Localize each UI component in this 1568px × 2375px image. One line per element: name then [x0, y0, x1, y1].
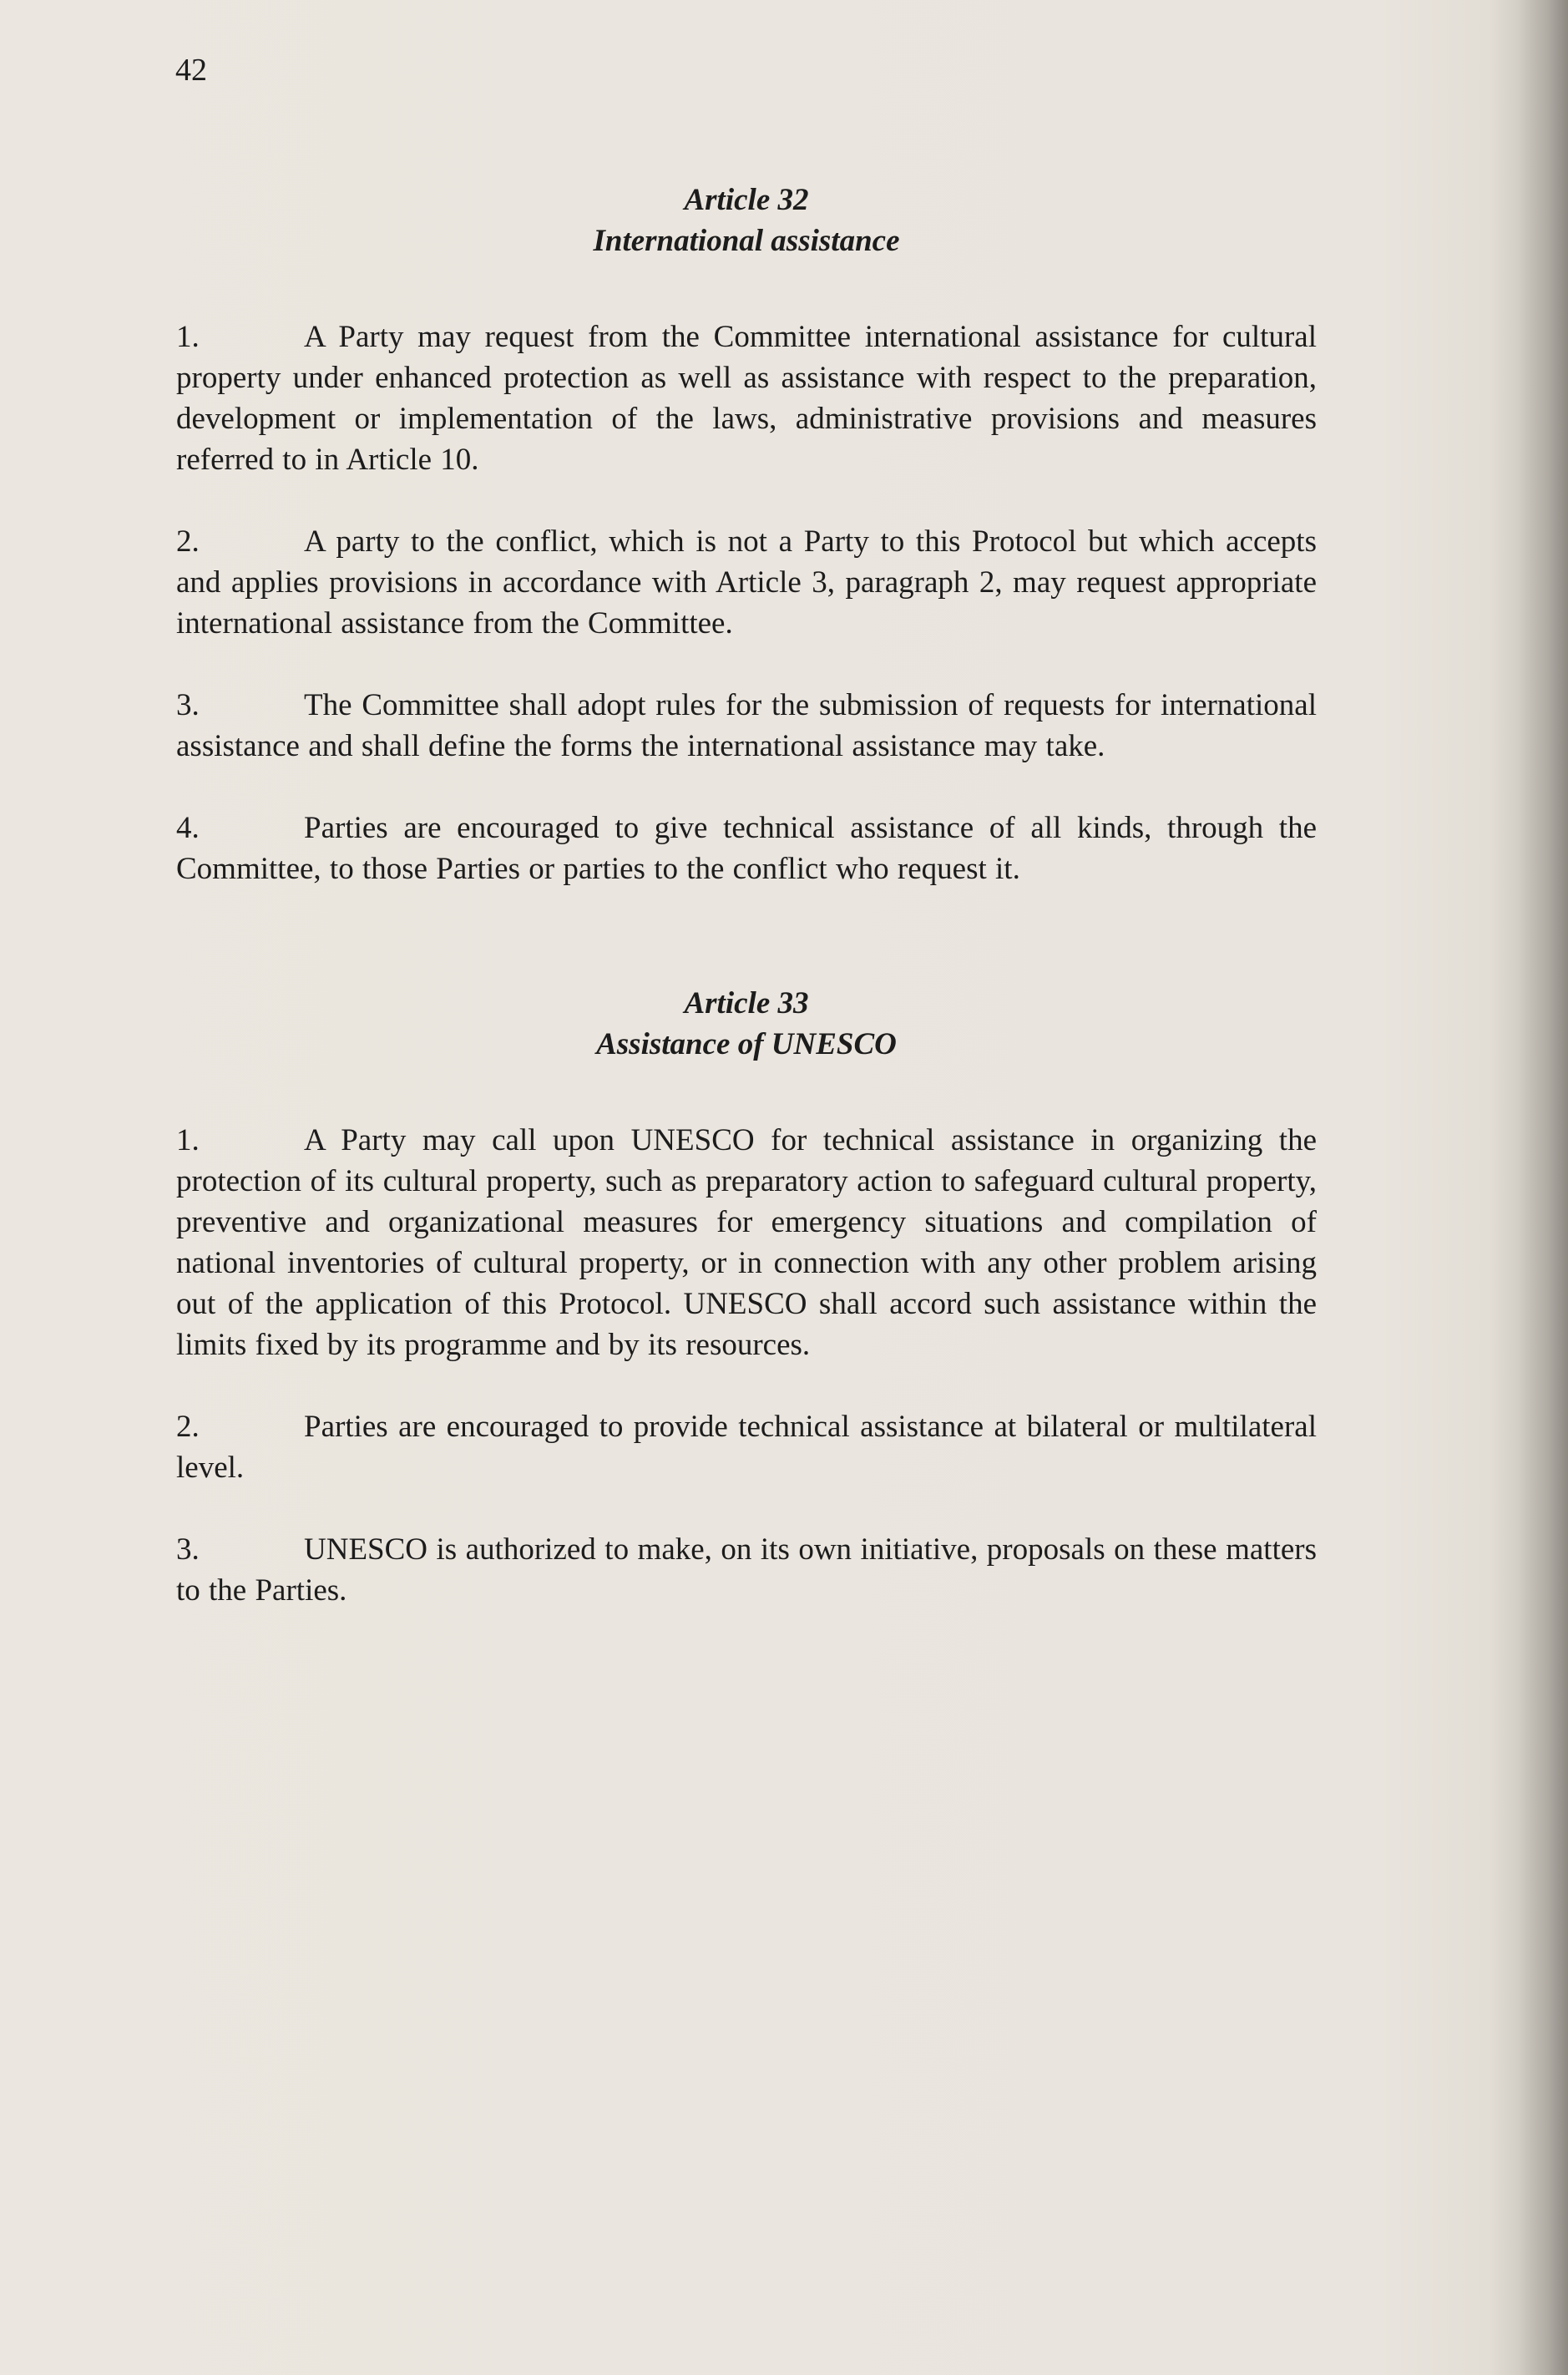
article-33: [176, 983, 1317, 1611]
paragraph-number: 2.: [176, 524, 200, 559]
paragraph: [176, 808, 1317, 889]
article-32: [176, 180, 1317, 889]
article-title: Article 33: [684, 986, 809, 1020]
page-number: 42: [175, 53, 207, 88]
document-body: [176, 180, 1317, 1611]
paragraph-number: 2.: [176, 1410, 200, 1444]
page-edge-shadow: [1518, 0, 1568, 2375]
article-heading: [176, 983, 1317, 1065]
paragraph-number: 3.: [176, 1532, 200, 1567]
paragraph: [176, 1529, 1317, 1611]
paragraph-text: Parties are encouraged to provide technical assistance at bilateral or multilateral level.: [176, 1410, 1317, 1485]
article-heading: [176, 180, 1317, 261]
article-subtitle: Assistance of UNESCO: [596, 1027, 897, 1061]
paragraph-text: UNESCO is authorized to make, on its own initiative, proposals on these matters to the Parties.: [176, 1532, 1317, 1608]
article-subtitle: International assistance: [593, 224, 900, 258]
paragraph: [176, 316, 1317, 480]
paragraph-text: A Party may call upon UNESCO for technical assistance in organizing the protection of its cultural property, such as preparatory action to safeguard cultural property, preventive and organizational measures for emergency situations and compilation of national inventories of cultural property, or in connection with any other problem arising out of the application of this Protocol. UNESCO shall accord such assistance within the limits fixed by its programme and by its resources.: [176, 1123, 1317, 1362]
paragraph-text: A party to the conflict, which is not a Party to this Protocol but which accepts and applies provisions in accordance with Article 3, paragraph 2, may request appropriate international assistance from the Committee.: [176, 524, 1317, 641]
paragraph-number: 3.: [176, 688, 200, 722]
paragraph-text: A Party may request from the Committee international assistance for cultural property under enhanced protection as well as assistance with respect to the preparation, development or implementation of the laws, administrative provisions and measures referred to in Article 10.: [176, 320, 1317, 477]
paragraph-text: The Committee shall adopt rules for the submission of requests for international assistance and shall define the forms the international assistance may take.: [176, 688, 1317, 763]
paragraph: [176, 1120, 1317, 1365]
paragraph: [176, 1406, 1317, 1488]
paragraph-number: 1.: [176, 320, 200, 354]
paragraph-number: 4.: [176, 811, 200, 845]
paragraph: [176, 521, 1317, 644]
paragraph: [176, 685, 1317, 767]
article-title: Article 32: [684, 183, 809, 217]
paragraph-text: Parties are encouraged to give technical assistance of all kinds, through the Committee, to those Parties or parties to the conflict who request it.: [176, 811, 1317, 886]
paragraph-number: 1.: [176, 1123, 200, 1157]
